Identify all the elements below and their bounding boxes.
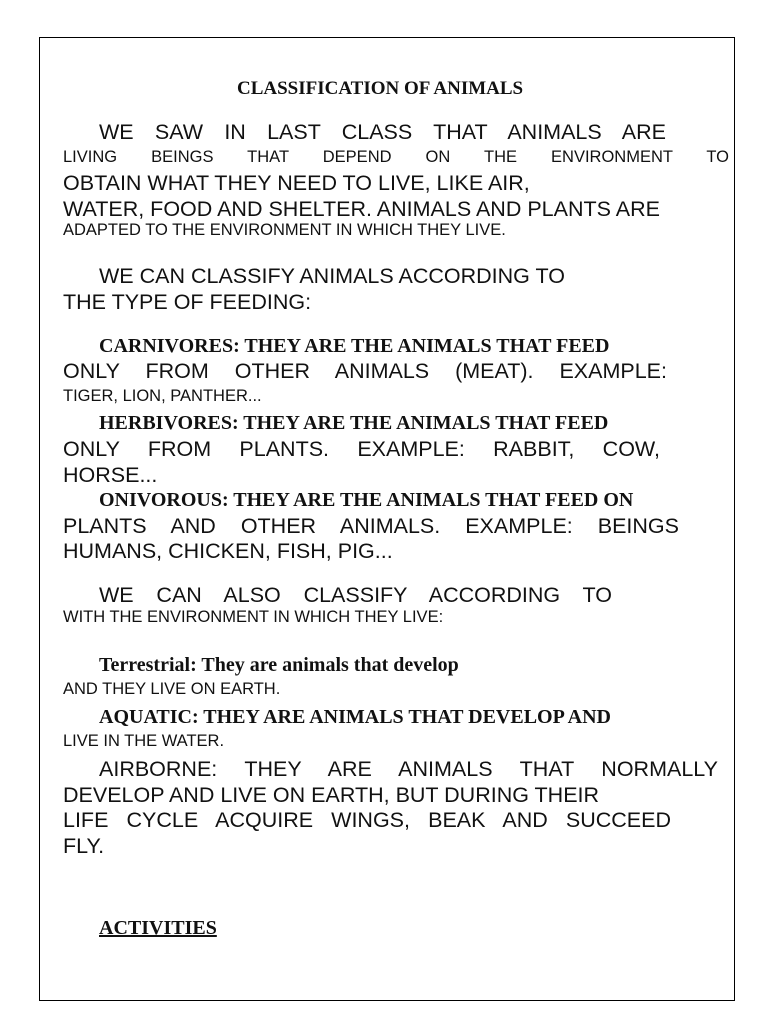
intro-line-1: WE SAW IN LAST CLASS THAT ANIMALS ARE [99, 120, 666, 144]
carnivores-line-3: TIGER, LION, PANTHER... [63, 387, 262, 405]
airborne-line-4: FLY. [63, 834, 105, 858]
omnivores-line-2: PLANTS AND OTHER ANIMALS. EXAMPLE: BEINGS [63, 514, 679, 538]
carnivores-line-2: ONLY FROM OTHER ANIMALS (MEAT). EXAMPLE: [63, 359, 667, 383]
aquatic-heading: AQUATIC: THEY ARE ANIMALS THAT DEVELOP AND [99, 706, 611, 728]
herbivores-line-3: HORSE... [63, 463, 158, 487]
airborne-line-1: AIRBORNE: THEY ARE ANIMALS THAT NORMALLY [99, 757, 718, 781]
herbivores-line-2: ONLY FROM PLANTS. EXAMPLE: RABBIT, COW, [63, 437, 660, 461]
environment-line-1: WE CAN ALSO CLASSIFY ACCORDING TO [99, 583, 612, 607]
airborne-line-2: DEVELOP AND LIVE ON EARTH, BUT DURING THEIR [63, 783, 600, 807]
intro-line-2: LIVING BEINGS THAT DEPEND ON THE ENVIRONMENT TO [63, 148, 729, 166]
airborne-line-3: LIFE CYCLE ACQUIRE WINGS, BEAK AND SUCCEED [63, 808, 671, 832]
carnivores-heading: CARNIVORES: THEY ARE THE ANIMALS THAT FEED [99, 335, 610, 357]
intro-line-4: WATER, FOOD AND SHELTER. ANIMALS AND PLANTS ARE [63, 197, 660, 221]
document-title: CLASSIFICATION OF ANIMALS [237, 78, 524, 99]
terrestrial-line-2: AND THEY LIVE ON EARTH. [63, 680, 281, 698]
terrestrial-heading: Terrestrial: They are animals that develop [99, 654, 459, 676]
aquatic-line-2: LIVE IN THE WATER. [63, 732, 225, 750]
herbivores-heading: HERBIVORES: THEY ARE THE ANIMALS THAT FEED [99, 412, 609, 434]
feeding-line-1: WE CAN CLASSIFY ANIMALS ACCORDING TO [99, 264, 565, 288]
environment-line-2: WITH THE ENVIRONMENT IN WHICH THEY LIVE: [63, 608, 444, 626]
intro-line-5: ADAPTED TO THE ENVIRONMENT IN WHICH THEY LIVE. [63, 221, 506, 239]
omnivores-line-3: HUMANS, CHICKEN, FISH, PIG... [63, 539, 393, 563]
feeding-line-2: THE TYPE OF FEEDING: [63, 290, 312, 314]
omnivores-heading: ONIVOROUS: THEY ARE THE ANIMALS THAT FEED ON [99, 489, 634, 511]
intro-line-3: OBTAIN WHAT THEY NEED TO LIVE, LIKE AIR, [63, 171, 530, 195]
activities-heading: ACTIVITIES [99, 917, 217, 939]
